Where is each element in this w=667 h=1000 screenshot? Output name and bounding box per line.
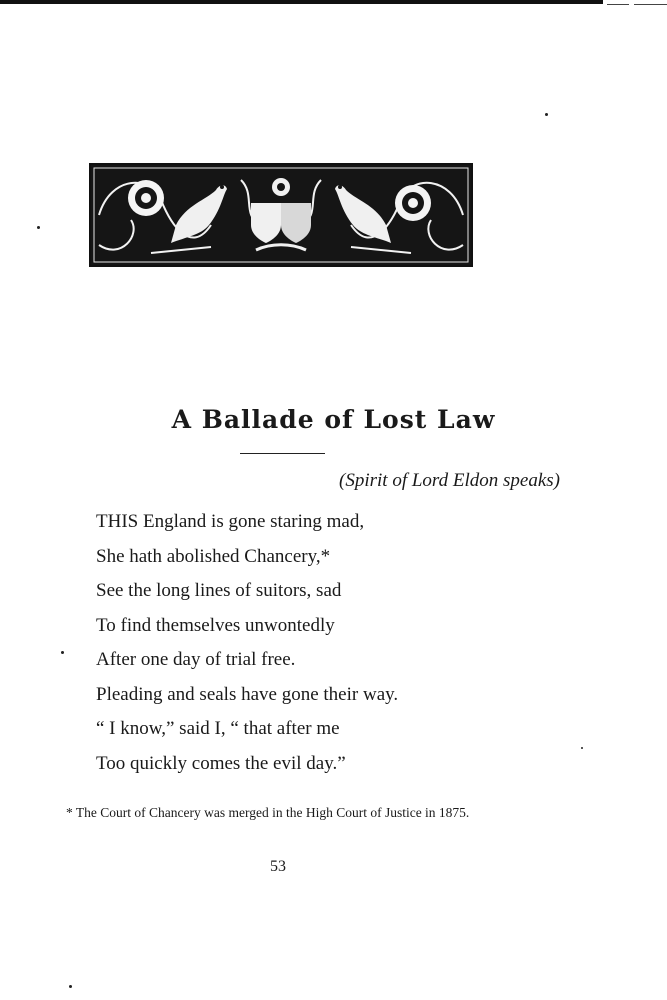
poem-line: To find themselves unwontedly xyxy=(96,614,335,636)
left-rose xyxy=(128,180,164,216)
right-rose xyxy=(395,185,431,221)
top-border-rule xyxy=(0,0,603,4)
print-speck xyxy=(37,226,40,229)
poem-line: “ I know,” said I, “ that after me xyxy=(96,718,340,739)
footnote: * The Court of Chancery was merged in the High Court of Justice in 1875. xyxy=(66,805,470,820)
headpiece-ornament xyxy=(91,165,471,265)
poem-title: A Ballade of Lost Law xyxy=(171,405,496,434)
poem-line: She hath abolished Chancery,* xyxy=(96,545,331,567)
poem-stanza xyxy=(96,505,398,781)
print-speck xyxy=(61,651,64,654)
print-speck xyxy=(581,747,583,749)
top-border-dash xyxy=(607,4,629,5)
poem-line: THIS England is gone staring mad, xyxy=(96,511,365,532)
print-speck xyxy=(545,113,548,116)
poem-subtitle: (Spirit of Lord Eldon speaks) xyxy=(339,470,560,491)
poem-line: Pleading and seals have gone their way. xyxy=(96,683,399,705)
poem-line: After one day of trial free. xyxy=(96,649,296,670)
poem-line: See the long lines of suitors, sad xyxy=(96,580,342,601)
top-border-dash xyxy=(634,4,667,5)
poem-line: Too quickly comes the evil day.” xyxy=(96,752,346,774)
decorative-headpiece xyxy=(89,163,473,267)
page-number: 53 xyxy=(270,858,286,875)
title-divider xyxy=(240,453,325,454)
print-speck xyxy=(69,985,72,988)
